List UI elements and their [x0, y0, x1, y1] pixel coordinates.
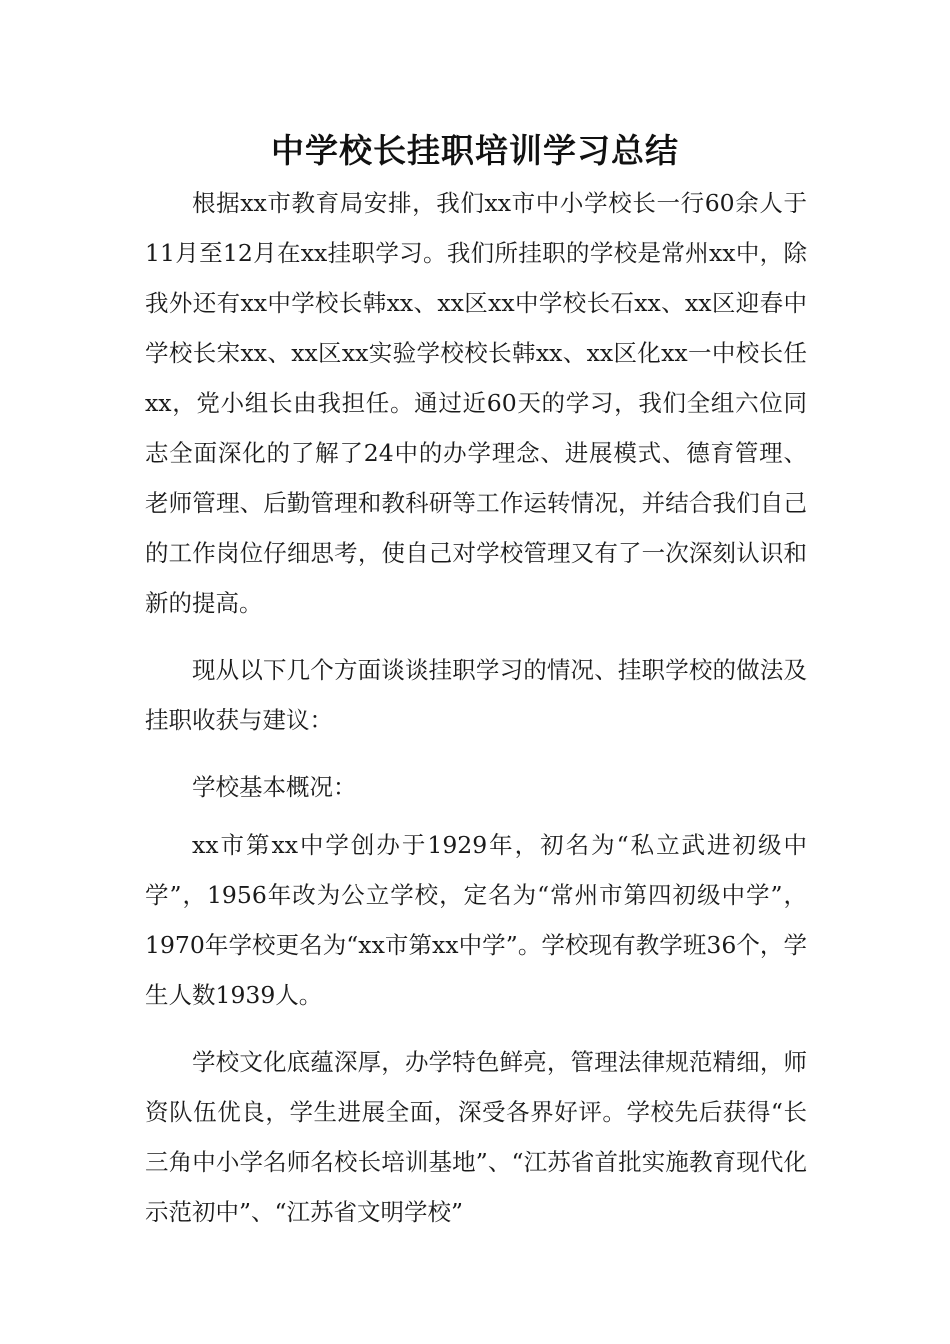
document-body — [145, 178, 807, 1254]
paragraph-school-history: xx市第xx中学创办于1929年，初名为“私立武进初级中学”，1956年改为公立学校，定名为“常州市第四初级中学”，1970年学校更名为“xx市第xx中学”。学校现有教学班36个，学生人数1939人。 — [145, 831, 807, 1009]
section-heading-school-overview: 学校基本概况： — [192, 773, 357, 801]
paragraph-school-culture: 学校文化底蕴深厚，办学特色鲜亮，管理法律规范精细，师资队伍优良，学生进展全面，深受各界好评。学校先后获得“长三角中小学名师名校长培训基地”、“江苏省首批实施教育现代化示范初中”、“江苏省文明学校” — [145, 1048, 807, 1226]
document-title: 中学校长挂职培训学习总结 — [271, 131, 679, 170]
paragraph-intro: 根据xx市教育局安排，我们xx市中小学校长一行60余人于11月至12月在xx挂职学习。我们所挂职的学校是常州xx中，除我外还有xx中学校长韩xx、xx区xx中学校长石xx、xx区迎春中学校长宋xx、xx区xx实验学校校长韩xx、xx区化xx一中校长任xx，党小组长由我担任。通过近60天的学习，我们全组六位同志全面深化的了解了24中的办学理念、进展模式、德育管理、老师管理、后勤管理和教科研等工作运转情况，并结合我们自己的工作岗位仔细思考，使自己对学校管理又有了一次深刻认识和新的提高。 — [145, 189, 807, 617]
paragraph-overview: 现从以下几个方面谈谈挂职学习的情况、挂职学校的做法及挂职收获与建议： — [145, 656, 807, 734]
